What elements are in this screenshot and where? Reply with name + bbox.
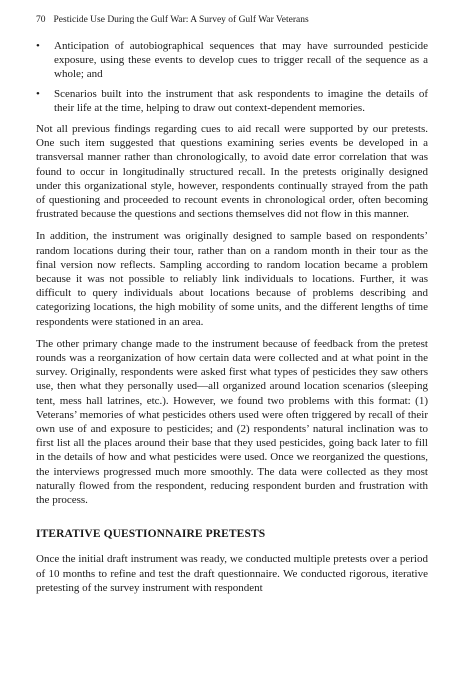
book-page xyxy=(36,14,428,603)
bullet-item xyxy=(36,39,428,82)
bullet-item xyxy=(36,87,428,115)
bullet-text: Anticipation of autobiographical sequences that may have surrounded pesticide exposure, using these events to develop cues to trigger recall of the sequence as a whole; and xyxy=(54,40,428,81)
body-paragraph: Once the initial draft instrument was ready, we conducted multiple pretests over a period of 10 months to refine and test the draft questionnaire. We conducted rigorous, iterative pretesting of the survey instrument with respondent xyxy=(36,553,428,594)
running-head xyxy=(36,14,428,26)
bullet-text: Scenarios built into the instrument that ask respondents to imagine the details of their life at the time, helping to draw out context-dependent memories. xyxy=(54,87,428,114)
body-paragraph: The other primary change made to the instrument because of feedback from the pretest rounds was a reorganization of how certain data were collected and at what point in the survey. Originally, respondents were asked first what types of pesticides they saw others use, then what they personally used—all organized around location scenarios (sleeping tent, mess hall latrines, etc.). However, we found two problems with this format: (1) Veterans’ memories of what pesticides others used were often triggered by recall of their own use of and exposure to pesticides; and (2) respondents’ natural inclination was to first list all the places around their base that they used pesticides, going back later to fill in the details of how and what pesticides were used. Once we reorganized the questions, the interviews progressed much more smoothly. The data were collected as they most naturally flowed from the respondent, reducing respondent burden and frustration with the process. xyxy=(36,337,428,507)
body-paragraph: Not all previous findings regarding cues to aid recall were supported by our pretests. One such item suggested that questions examining series events be developed in a transversal manner rather than chronologically, to avoid date error correlation that was found to occur in longitudinally structured recall. In the pretests originally designed under this organizational style, however, respondents continually strayed from the path of questioning and proceeded to recount events in chronological order, often becoming frustrated because the questions and sections themselves did not flow in this manner. xyxy=(36,123,428,221)
bullet-icon: • xyxy=(36,40,40,52)
bullet-icon: • xyxy=(36,87,40,100)
body-paragraph: In addition, the instrument was originally designed to sample based on respondents’ random locations during their tour, rather than on a random month in their tour as the final version now reflects. Sampling according to random location became a problem because it was not possible to reliably link individuals to locations. Further, it was difficult to query individuals about locations because of problems describing and categorizing locations, the high mobility of some units, and the different lengths of time respondents were stationed in an area. xyxy=(36,230,428,328)
page-number: 70 xyxy=(36,15,46,25)
bullet-list xyxy=(36,39,428,115)
section-heading: ITERATIVE QUESTIONNAIRE PRETESTS xyxy=(36,528,266,541)
running-head-title: Pesticide Use During the Gulf War: A Survey of Gulf War Veterans xyxy=(53,15,309,25)
